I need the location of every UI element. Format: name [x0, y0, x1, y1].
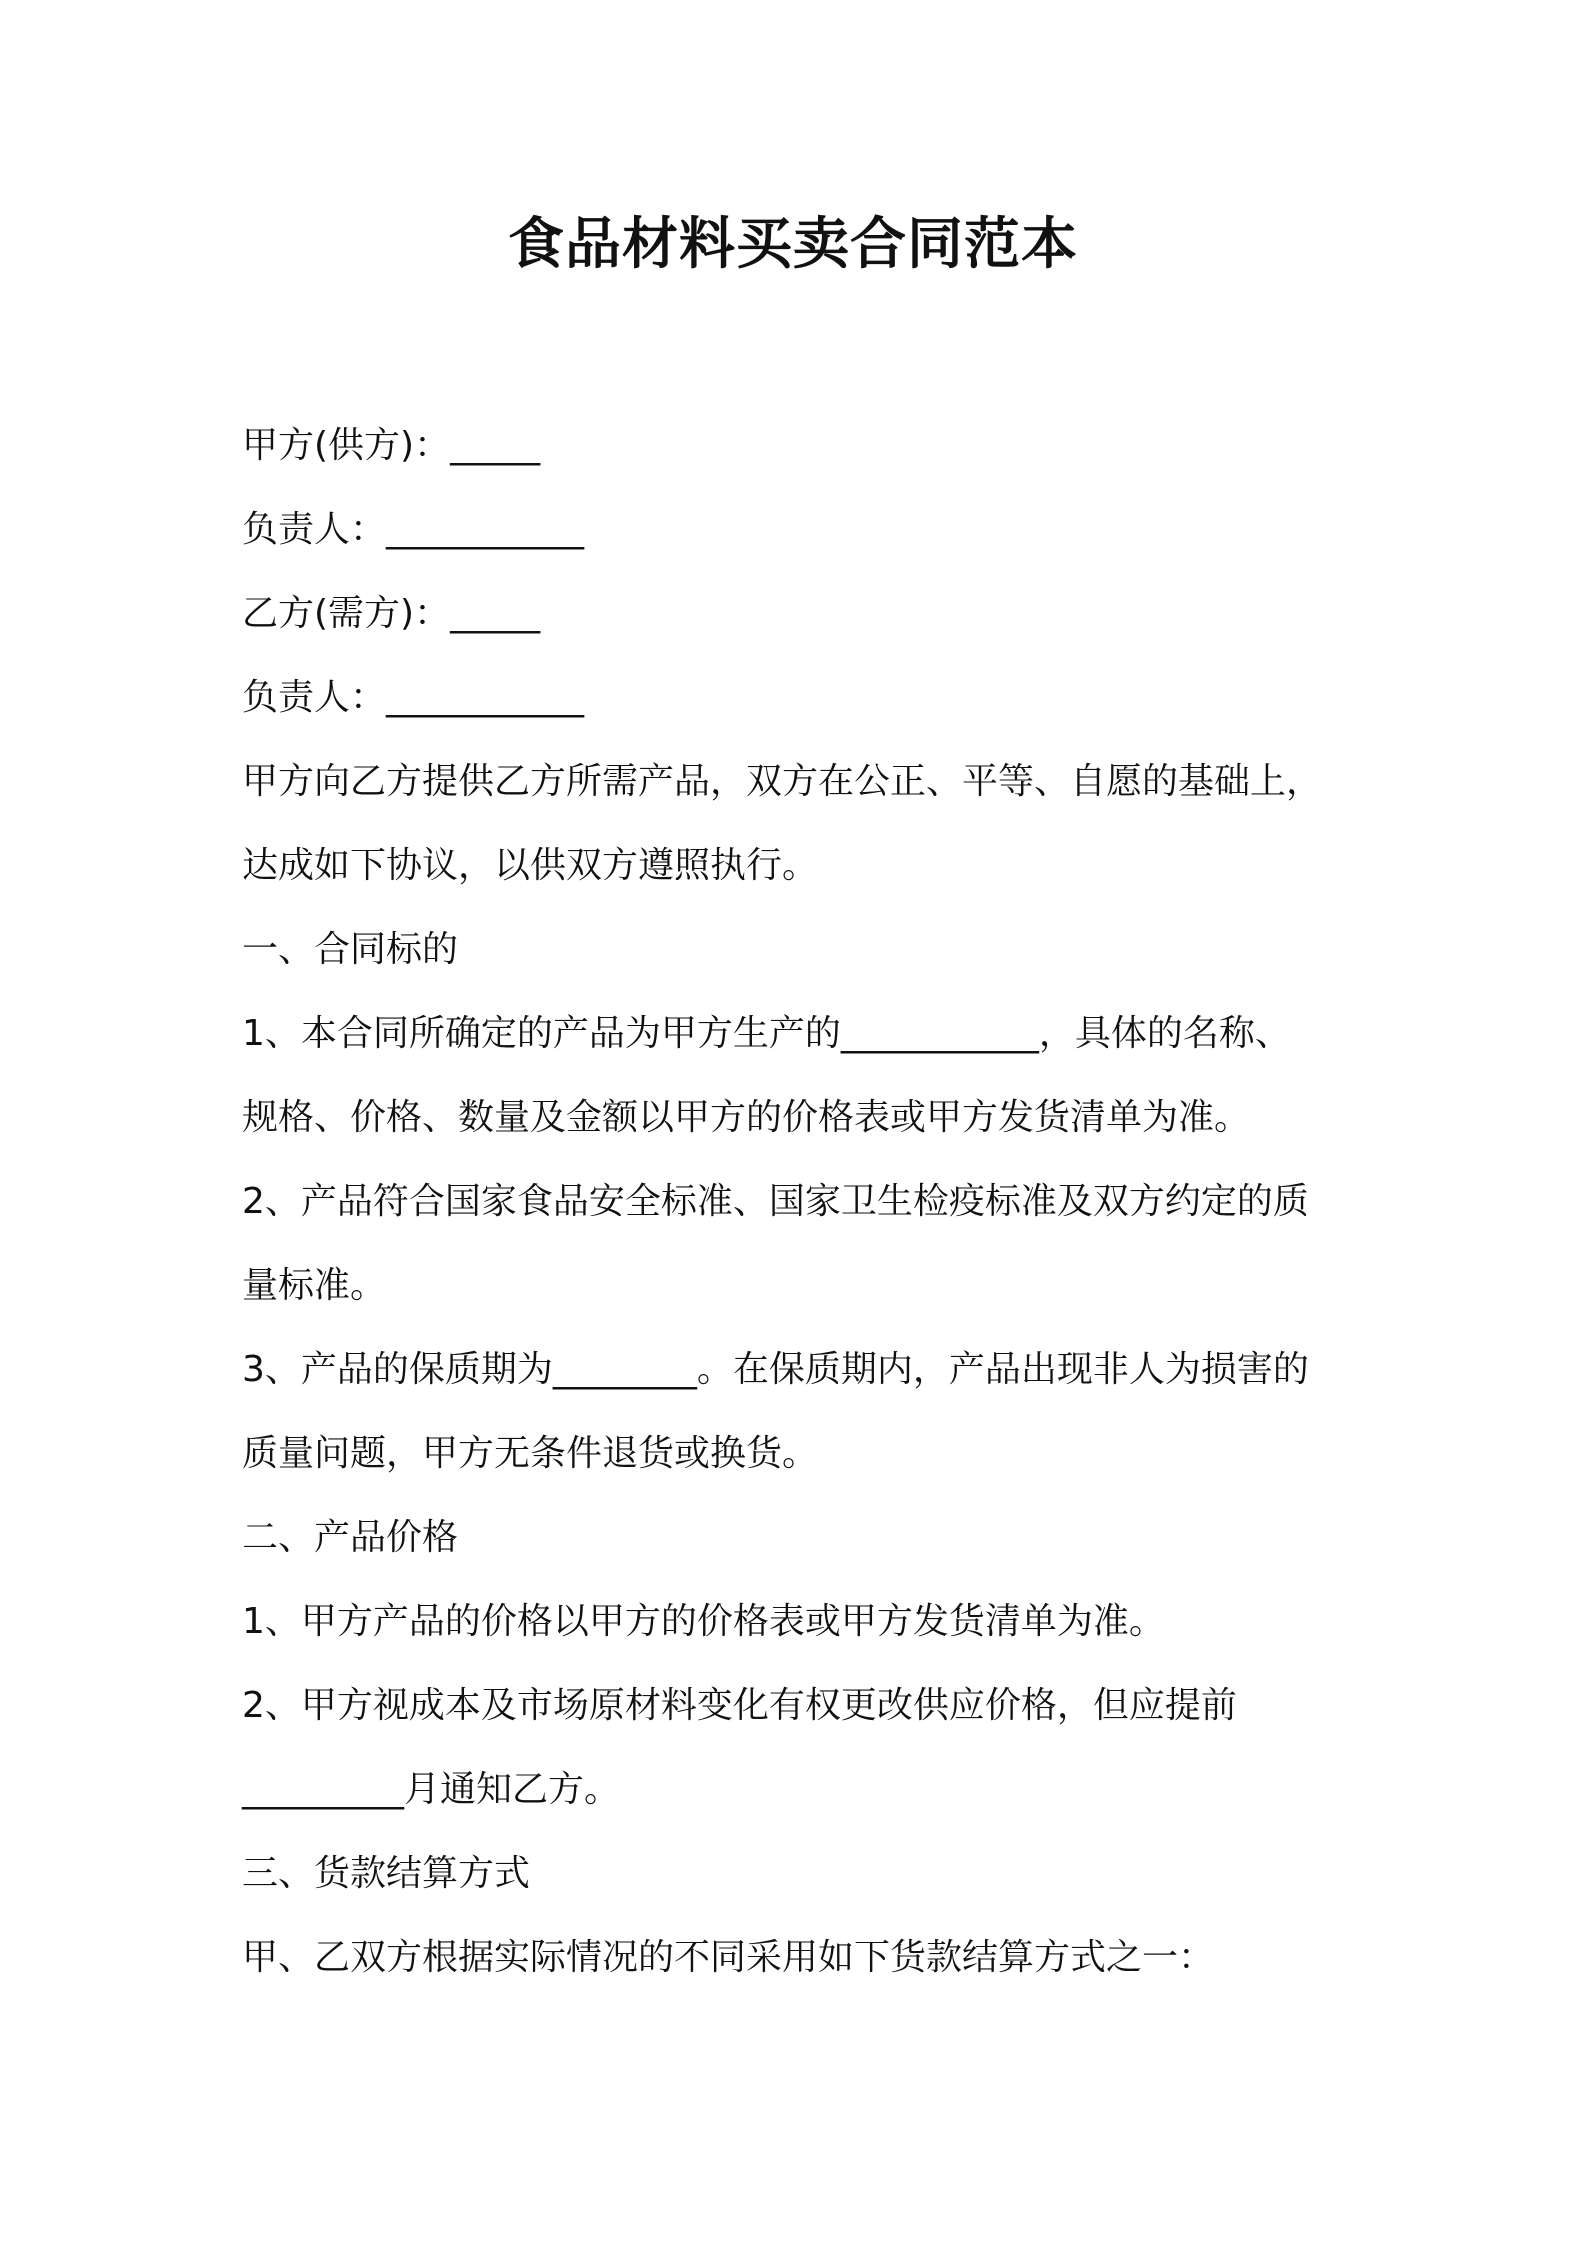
- section-2-item-1: 1、甲方产品的价格以甲方的价格表或甲方发货清单为准。: [242, 1601, 1165, 1642]
- party-a-line: 甲方(供方)：_____: [242, 425, 541, 466]
- section-1-item-3-line-2: 质量问题，甲方无条件退货或换货。: [242, 1433, 819, 1474]
- intro-line-2: 达成如下协议，以供双方遵照执行。: [242, 845, 819, 886]
- intro-line-1: 甲方向乙方提供乙方所需产品，双方在公正、平等、自愿的基础上，: [242, 761, 1323, 802]
- party-b-line: 乙方(需方)：_____: [242, 593, 541, 634]
- section-3-intro: 甲、乙双方根据实际情况的不同采用如下货款结算方式之一：: [242, 1937, 1215, 1978]
- section-1-item-2-line-1: 2、产品符合国家食品安全标准、国家卫生检疫标准及双方约定的质: [242, 1181, 1309, 1222]
- section-1-heading: 一、合同标的: [242, 929, 459, 970]
- party-b-responsible-line: 负责人：___________: [242, 677, 585, 718]
- section-2-item-2-line-1: 2、甲方视成本及市场原材料变化有权更改供应价格，但应提前: [242, 1685, 1237, 1726]
- section-1-item-2-line-2: 量标准。: [242, 1265, 387, 1306]
- document-body: [242, 404, 1362, 2000]
- section-1-item-3-line-1: 3、产品的保质期为________。在保质期内，产品出现非人为损害的: [242, 1349, 1309, 1390]
- section-1-item-1-line-1: 1、本合同所确定的产品为甲方生产的___________，具体的名称、: [242, 1013, 1291, 1054]
- party-a-responsible-line: 负责人：___________: [242, 509, 585, 550]
- section-3-heading: 三、货款结算方式: [242, 1853, 531, 1894]
- document-title: 食品材料买卖合同范本: [508, 212, 1078, 277]
- section-2-item-2-line-2: _________月通知乙方。: [242, 1769, 621, 1810]
- section-2-heading: 二、产品价格: [242, 1517, 459, 1558]
- section-1-item-1-line-2: 规格、价格、数量及金额以甲方的价格表或甲方发货清单为准。: [242, 1097, 1251, 1138]
